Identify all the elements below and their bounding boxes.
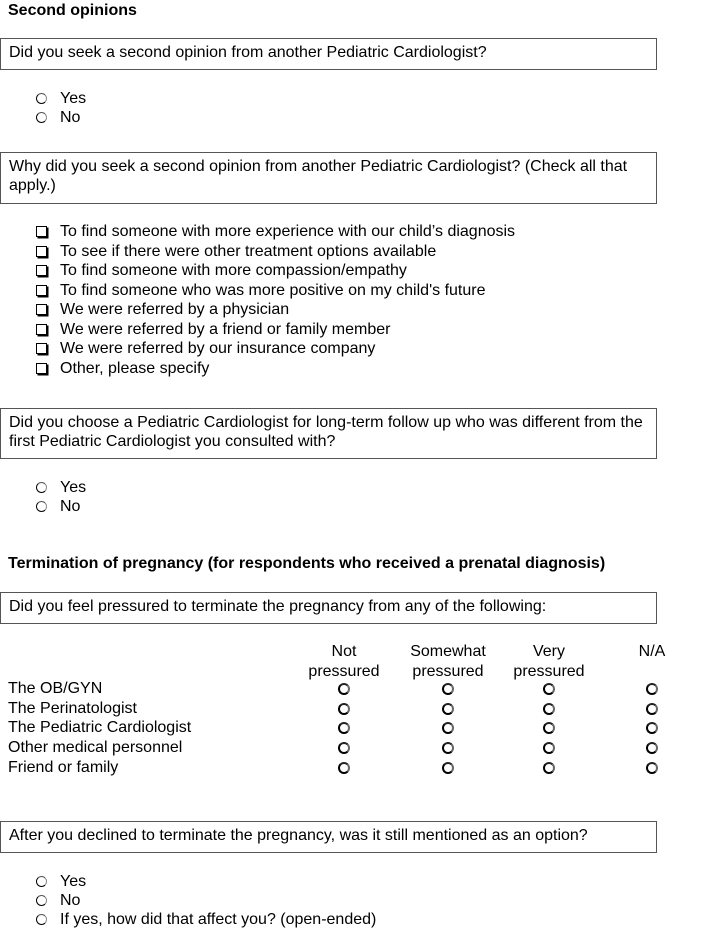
matrix-radio-r2-somewhat[interactable] bbox=[442, 703, 454, 715]
column-header-line1: Not bbox=[331, 643, 357, 660]
matrix-radio-r5-na[interactable] bbox=[646, 762, 658, 774]
matrix-radio-r5-very[interactable] bbox=[543, 762, 555, 774]
checkbox-icon[interactable] bbox=[36, 226, 47, 237]
question-box-q5 bbox=[0, 821, 657, 853]
checkbox-icon[interactable] bbox=[36, 265, 47, 276]
checkbox-option-q2-2[interactable] bbox=[36, 242, 436, 262]
radio-icon[interactable] bbox=[36, 482, 47, 493]
radio-icon[interactable] bbox=[36, 112, 47, 123]
question-box-q4 bbox=[0, 592, 657, 624]
checkbox-option-q2-7[interactable] bbox=[36, 339, 375, 359]
section-heading-termination: Termination of pregnancy (for respondents who received a prenatal diagnosis) bbox=[8, 555, 606, 572]
checkbox-option-q2-8[interactable] bbox=[36, 359, 209, 379]
matrix-row-label-pediatric-cardiologist: The Pediatric Cardiologist bbox=[8, 719, 192, 736]
checkbox-icon[interactable] bbox=[36, 285, 47, 296]
option-label: To find someone with more experience with our child’s diagnosis bbox=[60, 223, 516, 240]
option-label: No bbox=[60, 892, 81, 909]
matrix-radio-r3-somewhat[interactable] bbox=[442, 722, 454, 734]
checkbox-icon[interactable] bbox=[36, 343, 47, 354]
radio-option-q5-no[interactable] bbox=[36, 891, 80, 911]
checkbox-option-q2-5[interactable] bbox=[36, 300, 289, 320]
matrix-row-label-obgyn: The OB/GYN bbox=[8, 680, 103, 697]
radio-icon[interactable] bbox=[36, 876, 47, 887]
question-box-q1 bbox=[0, 38, 657, 70]
checkbox-icon[interactable] bbox=[36, 246, 47, 257]
matrix-radio-r4-somewhat[interactable] bbox=[442, 742, 454, 754]
column-header-line2: pressured bbox=[308, 663, 380, 680]
matrix-radio-r4-na[interactable] bbox=[646, 742, 658, 754]
matrix-radio-r5-somewhat[interactable] bbox=[442, 762, 454, 774]
matrix-radio-r3-not[interactable] bbox=[338, 722, 350, 734]
matrix-radio-r1-not[interactable] bbox=[338, 683, 350, 695]
checkbox-icon[interactable] bbox=[36, 363, 47, 374]
column-header-very-pressured bbox=[500, 642, 598, 682]
radio-icon[interactable] bbox=[36, 501, 47, 512]
column-header-line1: N/A bbox=[638, 643, 666, 660]
radio-icon[interactable] bbox=[36, 93, 47, 104]
radio-option-q3-no[interactable] bbox=[36, 497, 80, 517]
radio-option-q3-yes[interactable] bbox=[36, 478, 86, 498]
radio-option-q1-yes[interactable] bbox=[36, 89, 86, 109]
option-label: We were referred by our insurance company bbox=[60, 340, 376, 357]
column-header-line2: pressured bbox=[412, 663, 484, 680]
matrix-radio-r4-not[interactable] bbox=[338, 742, 350, 754]
column-header-line2: pressured bbox=[513, 663, 585, 680]
option-label: No bbox=[60, 498, 81, 515]
option-label: Other, please specify bbox=[60, 360, 210, 377]
option-label: To see if there were other treatment options available bbox=[60, 243, 437, 260]
question-text: Did you seek a second opinion from another Pediatric Cardiologist? bbox=[9, 44, 487, 61]
option-label: Yes bbox=[60, 479, 87, 496]
matrix-radio-r1-na[interactable] bbox=[646, 683, 658, 695]
question-text: Why did you seek a second opinion from another Pediatric Cardiologist? (Check all that apply.) bbox=[9, 158, 628, 194]
option-label: If yes, how did that affect you? (open-ended) bbox=[60, 911, 377, 928]
option-label: No bbox=[60, 109, 81, 126]
column-header-somewhat-pressured bbox=[398, 642, 498, 682]
checkbox-option-q2-4[interactable] bbox=[36, 281, 485, 301]
radio-option-q5-yes[interactable] bbox=[36, 872, 86, 892]
matrix-radio-r2-very[interactable] bbox=[543, 703, 555, 715]
question-box-q2 bbox=[0, 152, 657, 204]
matrix-radio-r1-very[interactable] bbox=[543, 683, 555, 695]
option-label: To find someone with more compassion/empathy bbox=[60, 262, 407, 279]
radio-option-q5-if-yes[interactable] bbox=[36, 910, 376, 930]
question-box-q3 bbox=[0, 408, 657, 459]
option-label: We were referred by a friend or family member bbox=[60, 321, 391, 338]
matrix-radio-r2-not[interactable] bbox=[338, 703, 350, 715]
radio-icon[interactable] bbox=[36, 914, 47, 925]
column-header-line1: Very bbox=[532, 643, 565, 660]
checkbox-icon[interactable] bbox=[36, 324, 47, 335]
column-header-na bbox=[626, 642, 678, 662]
matrix-row-label-friend-family: Friend or family bbox=[8, 759, 119, 776]
matrix-radio-r1-somewhat[interactable] bbox=[442, 683, 454, 695]
matrix-radio-r3-na[interactable] bbox=[646, 722, 658, 734]
checkbox-icon[interactable] bbox=[36, 304, 47, 315]
checkbox-option-q2-3[interactable] bbox=[36, 261, 407, 281]
column-header-line1: Somewhat bbox=[410, 643, 486, 660]
question-text: After you declined to terminate the pregnancy, was it still mentioned as an option? bbox=[9, 827, 588, 844]
matrix-radio-r4-very[interactable] bbox=[543, 742, 555, 754]
matrix-radio-r2-na[interactable] bbox=[646, 703, 658, 715]
checkbox-option-q2-6[interactable] bbox=[36, 320, 390, 340]
section-heading-second-opinions: Second opinions bbox=[8, 2, 137, 19]
option-label: Yes bbox=[60, 90, 87, 107]
question-text: Did you feel pressured to terminate the pregnancy from any of the following: bbox=[9, 598, 547, 615]
option-label: To find someone who was more positive on my child's future bbox=[60, 282, 486, 299]
option-label: Yes bbox=[60, 873, 87, 890]
option-label: We were referred by a physician bbox=[60, 301, 290, 318]
matrix-radio-r3-very[interactable] bbox=[543, 722, 555, 734]
column-header-not-pressured bbox=[296, 642, 392, 682]
radio-option-q1-no[interactable] bbox=[36, 108, 80, 128]
matrix-row-label-perinatologist: The Perinatologist bbox=[8, 700, 137, 717]
matrix-row-label-other-medical: Other medical personnel bbox=[8, 739, 183, 756]
radio-icon[interactable] bbox=[36, 895, 47, 906]
question-text: Did you choose a Pediatric Cardiologist for long-term follow up who was different from the first Pediatric Cardiologist you consulted with? bbox=[9, 414, 643, 450]
checkbox-option-q2-1[interactable] bbox=[36, 222, 515, 242]
matrix-radio-r5-not[interactable] bbox=[338, 762, 350, 774]
